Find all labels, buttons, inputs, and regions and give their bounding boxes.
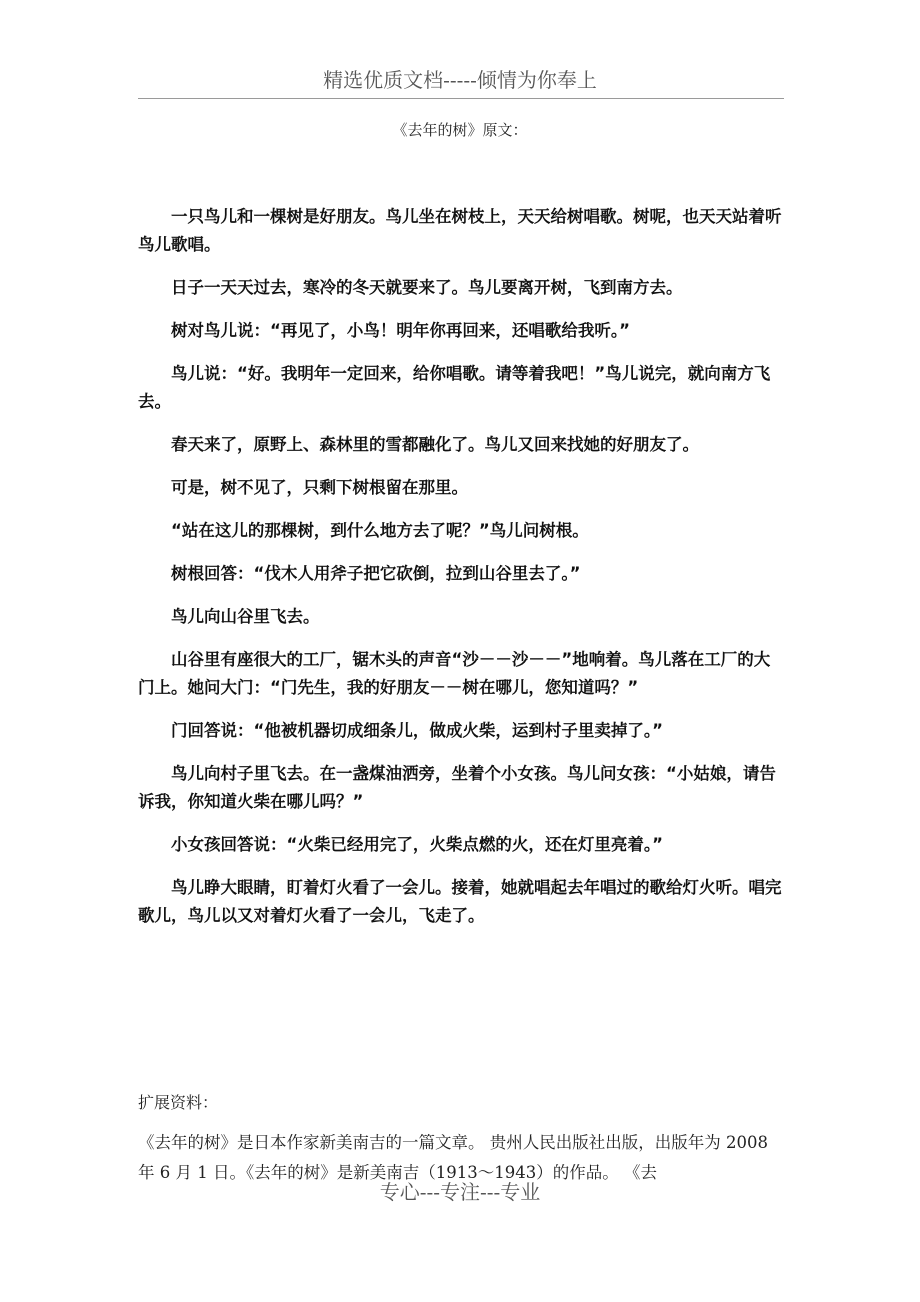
paragraph: 小女孩回答说：“火柴已经用完了，火柴点燃的火，还在灯里亮着。” (171, 835, 663, 854)
paragraph: 树对鸟儿说：“再见了，小鸟！明年你再回来，还唱歌给我听。” (171, 321, 630, 340)
extension-text: 《去年的树》是日本作家新美南吉的一篇文章。 贵州人民出版社出版，出版年为 2008 年 6 月 1 日。《去年的树》是新美南吉（1913～1943）的作品。 《去 (138, 1133, 768, 1182)
page-header: 精选优质文档-----倾情为你奉上 (323, 68, 597, 92)
paragraph: 门回答说：“他被机器切成细条儿，做成火柴，运到村子里卖掉了。” (171, 721, 663, 740)
paragraph: “站在这儿的那棵树，到什么地方去了呢？”鸟儿问树根。 (171, 521, 589, 540)
paragraph: 鸟儿睁大眼睛，盯着灯火看了一会儿。接着，她就唱起去年唱过的歌给灯火听。唱完歌儿，鸟儿以又对着灯火看了一会儿，飞走了。 (138, 878, 782, 925)
paragraph: 山谷里有座很大的工厂，锯木头的声音“沙－－沙－－”地响着。鸟儿落在工厂的大门上。她问大门：“门先生，我的好朋友－－树在哪儿，您知道吗？” (138, 650, 771, 697)
paragraph: 鸟儿向山谷里飞去。 (171, 607, 320, 626)
paragraph: 树根回答：“伐木人用斧子把它砍倒，拉到山谷里去了。” (171, 564, 581, 583)
header-divider (138, 98, 784, 99)
extension-label: 扩展资料： (138, 1093, 219, 1112)
paragraph: 鸟儿说：“好。我明年一定回来，给你唱歌。请等着我吧！”鸟儿说完，就向南方飞去。 (138, 364, 771, 411)
story-body (138, 203, 784, 945)
paragraph: 鸟儿向村子里飞去。在一盏煤油洒旁，坐着个小女孩。鸟儿问女孩：“小姑娘，请告诉我，你知道火柴在哪儿吗？” (138, 764, 776, 811)
page-footer: 专心---专注---专业 (379, 1180, 541, 1204)
paragraph: 春天来了，原野上、森林里的雪都融化了。鸟儿又回来找她的好朋友了。 (171, 435, 699, 454)
paragraph: 可是，树不见了，只剩下树根留在那里。 (171, 478, 468, 497)
paragraph: 一只鸟儿和一棵树是好朋友。鸟儿坐在树枝上，天天给树唱歌。树呢，也天天站着听鸟儿歌唱。 (138, 207, 782, 254)
document-title: 《去年的树》原文： (392, 121, 528, 139)
paragraph: 日子一天天过去，寒冷的冬天就要来了。鸟儿要离开树，飞到南方去。 (171, 278, 683, 297)
